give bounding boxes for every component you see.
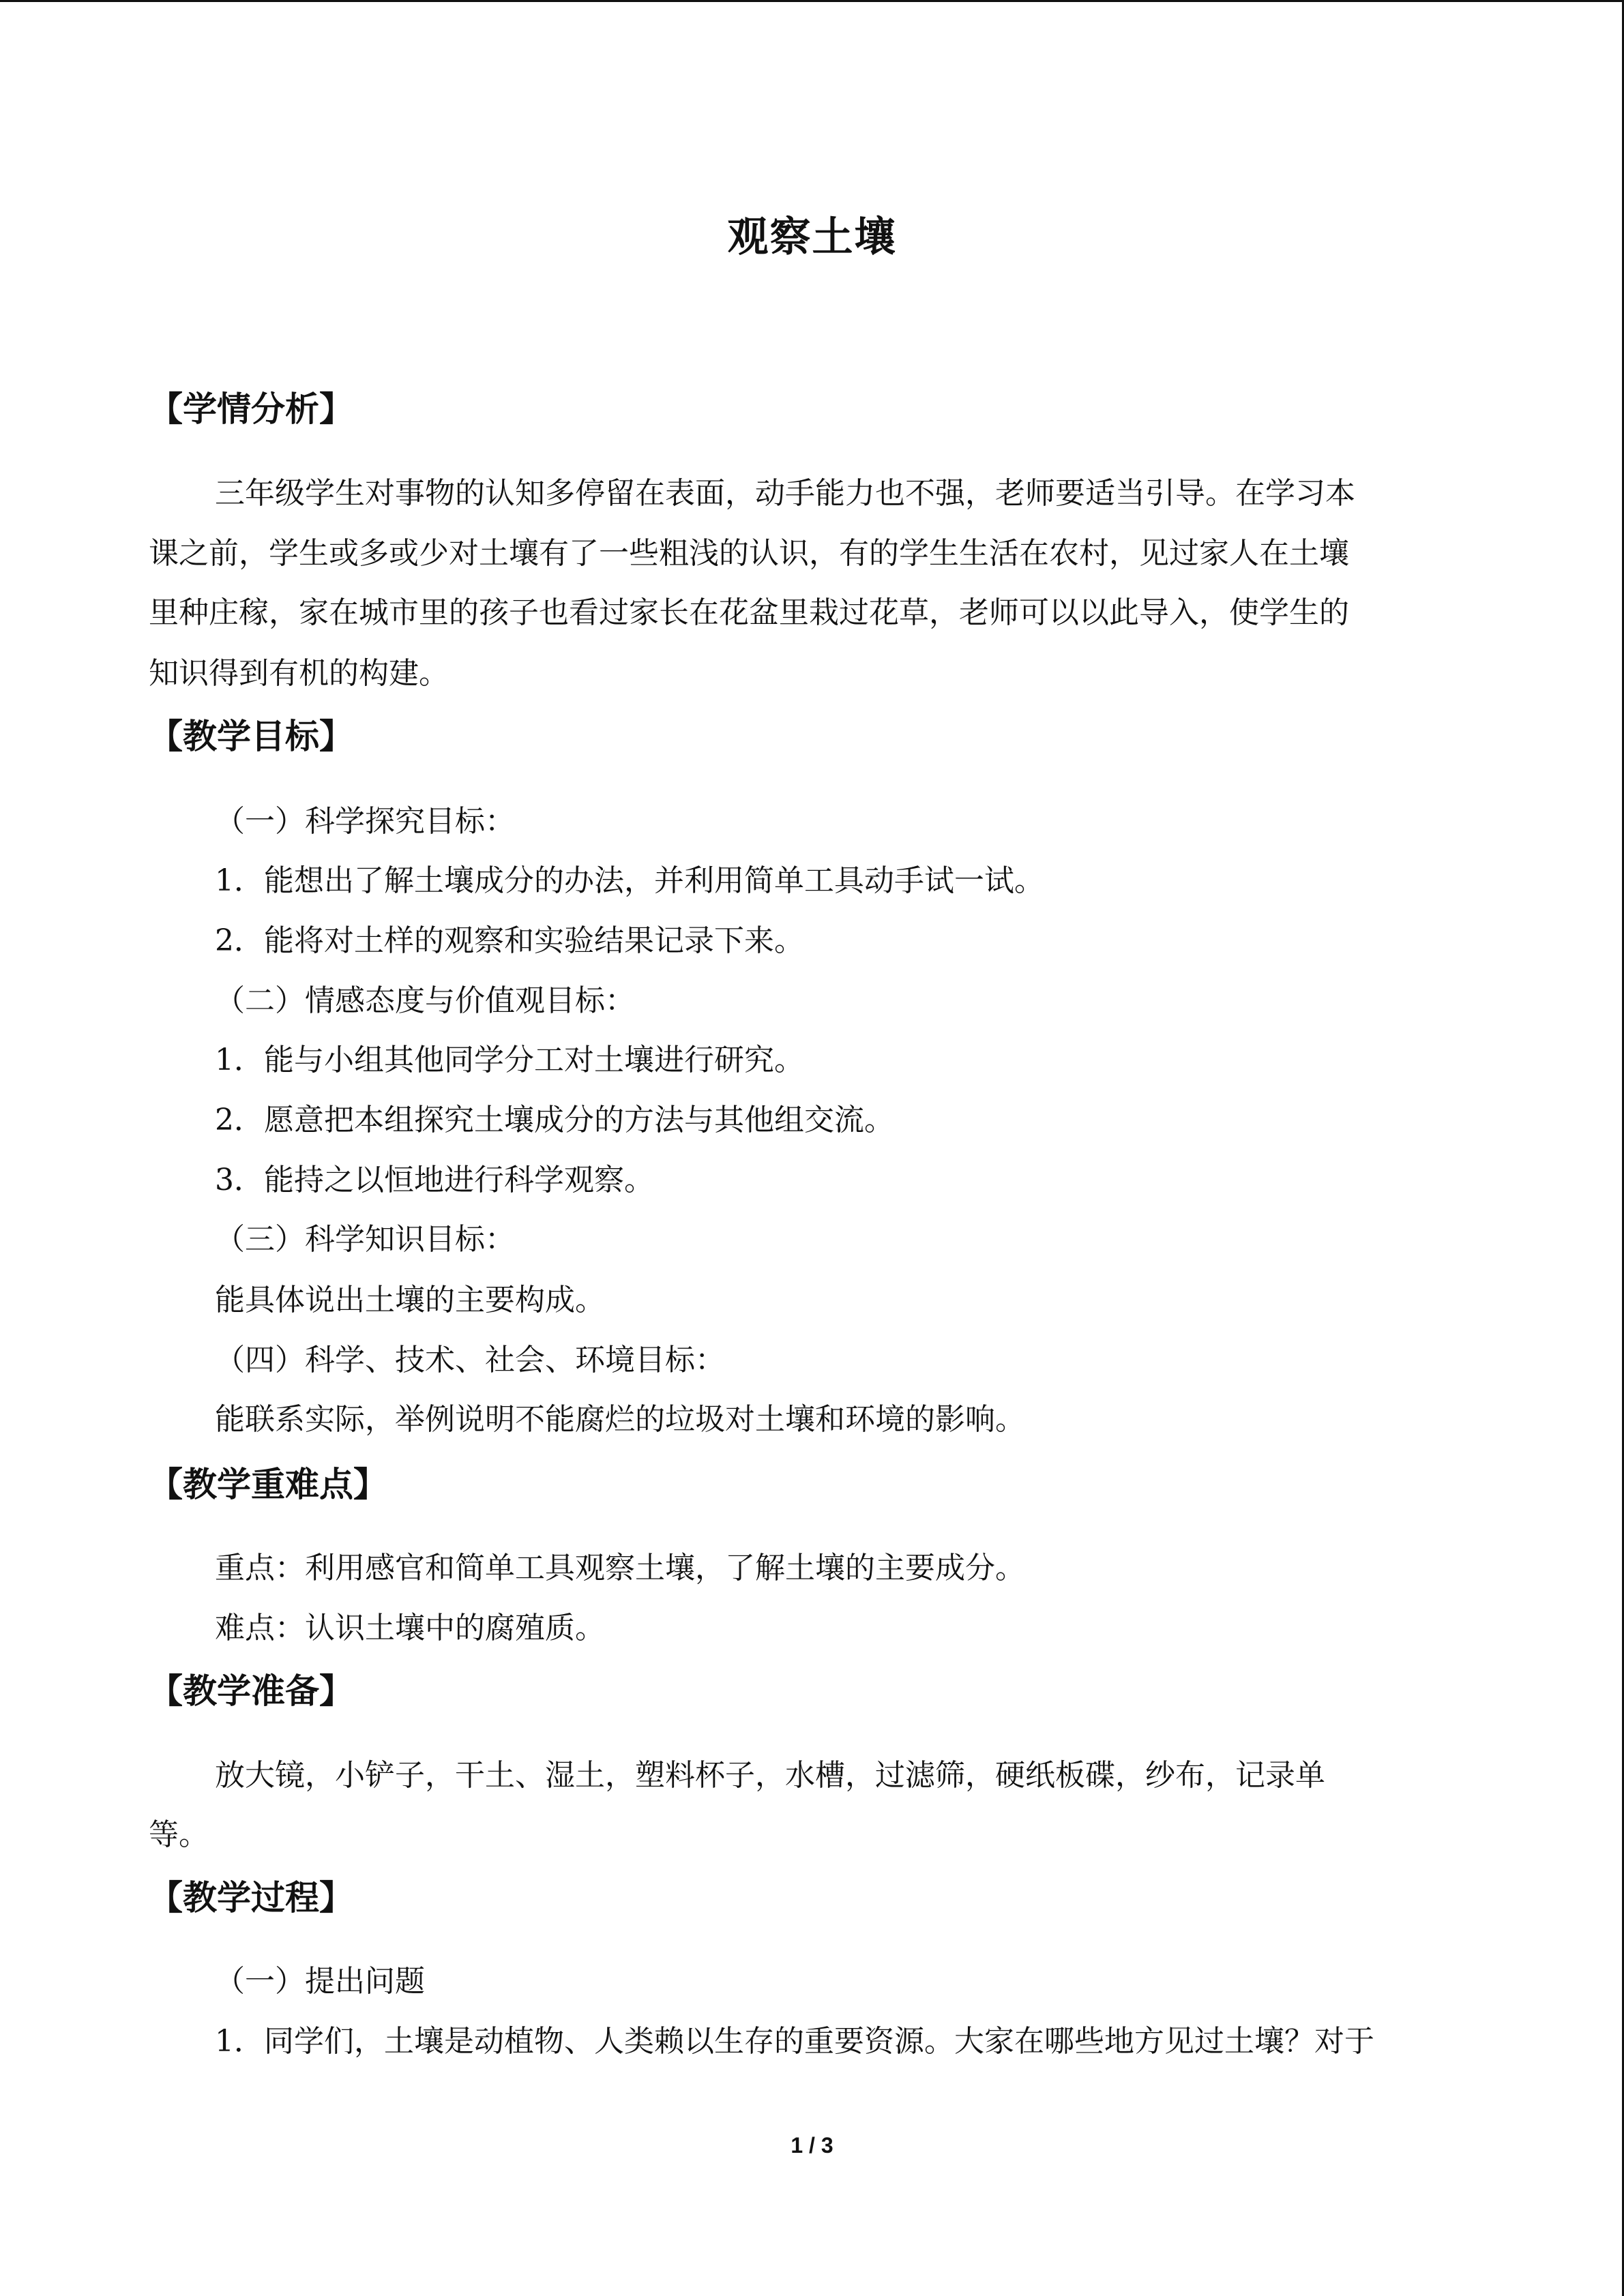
list-item: 1．能与小组其他同学分工对土壤进行研究。 <box>215 1043 804 1077</box>
paragraph-line: 等。 <box>149 1817 209 1852</box>
section-heading-zhunbei: 【教学准备】 <box>149 1671 353 1711</box>
subheading-line: （一）科学探究目标： <box>215 804 515 839</box>
document-title: 观察土壤 <box>727 213 897 261</box>
subheading-line: （一）提出问题 <box>215 1964 425 1999</box>
paragraph-line: 难点：认识土壤中的腐殖质。 <box>215 1611 605 1645</box>
page-indicator: 1 / 3 <box>791 2133 833 2158</box>
section-heading-guocheng: 【教学过程】 <box>149 1877 353 1918</box>
section-heading-xueqing: 【学情分析】 <box>149 389 353 429</box>
list-item: 2．能将对土样的观察和实验结果记录下来。 <box>215 923 804 958</box>
paragraph-line: 里种庄稼，家在城市里的孩子也看过家长在花盆里栽过花草，老师可以以此导入，使学生的 <box>149 595 1349 630</box>
section-heading-mubiao: 【教学目标】 <box>149 716 353 756</box>
paragraph-line: 放大镜，小铲子，干土、湿土，塑料杯子，水槽，过滤筛，硬纸板碟，纱布，记录单 <box>215 1758 1325 1793</box>
page-top-border <box>0 0 1624 2</box>
subheading-line: （三）科学知识目标： <box>215 1222 515 1257</box>
subheading-line: （二）情感态度与价值观目标： <box>215 983 635 1018</box>
paragraph-line: 课之前，学生或多或少对土壤有了一些粗浅的认识，有的学生生活在农村，见过家人在土壤 <box>149 536 1349 571</box>
paragraph-line: 1．同学们，土壤是动植物、人类赖以生存的重要资源。大家在哪些地方见过土壤？对于 <box>215 2024 1374 2059</box>
list-item: 能具体说出土壤的主要构成。 <box>215 1283 605 1317</box>
paragraph-line: 重点：利用感官和简单工具观察土壤，了解土壤的主要成分。 <box>215 1551 1025 1585</box>
paragraph-line: 知识得到有机的构建。 <box>149 656 449 691</box>
section-heading-zhongnan: 【教学重难点】 <box>149 1464 387 1504</box>
subheading-line: （四）科学、技术、社会、环境目标： <box>215 1343 725 1377</box>
list-item: 2．愿意把本组探究土壤成分的方法与其他组交流。 <box>215 1103 894 1137</box>
list-item: 3．能持之以恒地进行科学观察。 <box>215 1163 654 1197</box>
list-item: 能联系实际，举例说明不能腐烂的垃圾对土壤和环境的影响。 <box>215 1402 1025 1437</box>
paragraph-line: 三年级学生对事物的认知多停留在表面，动手能力也不强，老师要适当引导。在学习本 <box>215 476 1355 511</box>
list-item: 1．能想出了解土壤成分的办法，并利用简单工具动手试一试。 <box>215 863 1044 898</box>
